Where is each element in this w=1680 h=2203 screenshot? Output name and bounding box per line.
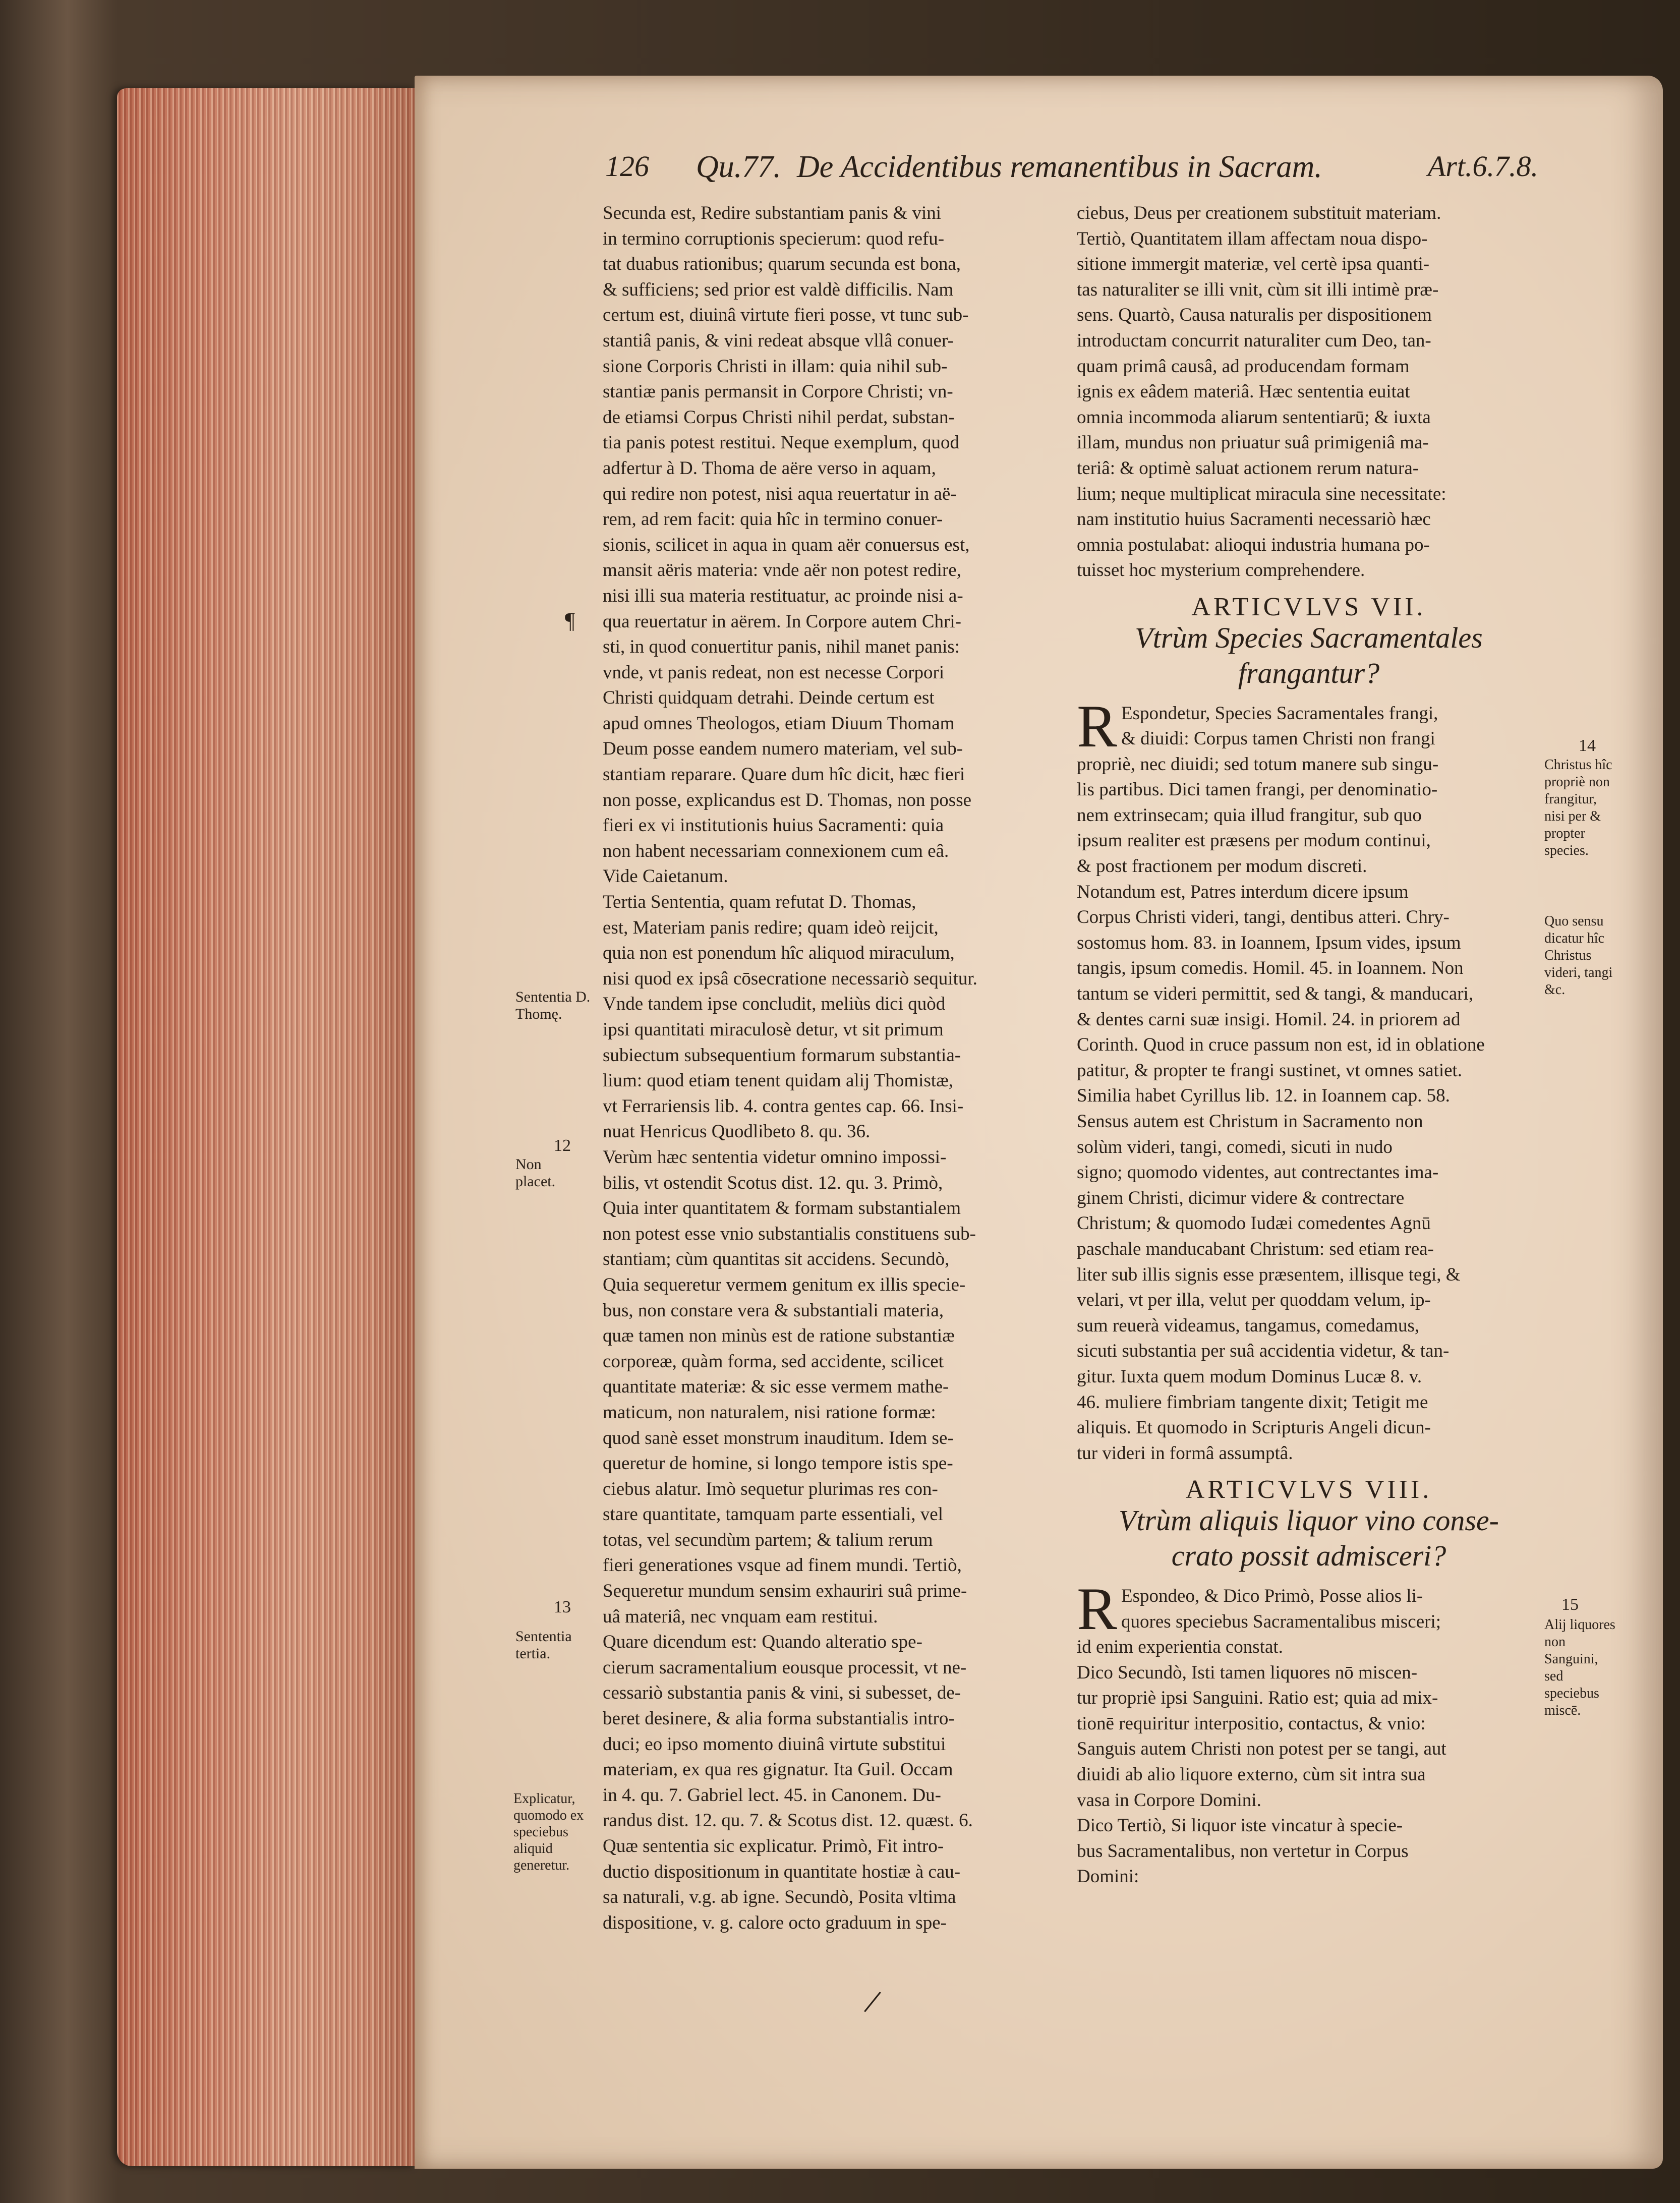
left-column-line: randus dist. 12. qu. 7. & Scotus dist. 12. quæst. 6. (603, 1810, 973, 1831)
article-8-line: tur propriè ipsi Sanguini. Ratio est; quia ad mix- (1077, 1688, 1438, 1709)
question-number: Qu.77. (696, 150, 781, 184)
right-column-line: sitione immergit materiæ, vel certè ipsa quanti- (1077, 254, 1430, 275)
article-8-line: diuidi ab alio liquore externo, cùm sit intra sua (1077, 1764, 1426, 1785)
left-column-line: & sufficiens; sed prior est valdè difficilis. Nam (603, 279, 954, 300)
left-column-line: ductio dispositionum in quantitate hostiæ à cau- (603, 1861, 961, 1882)
article-7-line: sum reuerà videamus, tangamus, comedamus, (1077, 1315, 1420, 1336)
left-column-line: uâ materiâ, nec vnquam eam restitui. (603, 1606, 878, 1627)
article-7-line: Corinth. Quod in cruce passum non est, id in oblatione (1077, 1034, 1485, 1056)
left-column-line: queretur de homine, si longo tempore istis spe- (603, 1453, 953, 1474)
article-7-line: Similia habet Cyrillus lib. 12. in Ioannem cap. 58. (1077, 1085, 1450, 1107)
left-column-line: nuat Henricus Quodlibeto 8. qu. 36. (603, 1121, 871, 1142)
left-column-line: stare quantitate, tamquam parte essentiali, vel (603, 1504, 943, 1525)
page-block-fore-edge (117, 88, 415, 2166)
left-column-line: bus, non constare vera & substantiali materia, (603, 1300, 944, 1321)
left-column-line: quod sanè esset monstrum inauditum. Idem se- (603, 1427, 954, 1448)
right-column-line: quam primâ causâ, ad producendam formam (1077, 356, 1410, 377)
left-column-line: est, Materiam panis redire; quam ideò reijcit, (603, 917, 939, 938)
left-column-line: quantitate materiæ: & sic esse vermem mathe- (603, 1376, 949, 1398)
article-8-line: bus Sacramentalibus, non vertetur in Corpus (1077, 1840, 1409, 1862)
article-7-line: propriè, nec diuidi; sed totum manere sub singu- (1077, 753, 1439, 775)
article-7-line: aliquis. Et quomodo in Scripturis Angeli dicun- (1077, 1417, 1431, 1438)
article-7-line: ginem Christi, dicimur videre & contrectare (1077, 1187, 1405, 1208)
article-8-line: tionē requiritur interpositio, contactus, & vnio: (1077, 1713, 1426, 1734)
left-column-line: tat duabus rationibus; quarum secunda est bona, (603, 254, 961, 275)
margin-note-number-14: 14 (1579, 736, 1596, 755)
left-column-line: totas, vel secundùm partem; & talium rerum (603, 1529, 933, 1550)
right-column-line: ignis ex eâdem materiâ. Hæc sententia euitat (1077, 381, 1410, 402)
article-7-heading: ARTICVLVS VII. (1191, 592, 1426, 621)
article-7-line: 46. muliere fimbriam tangente dixit; Tetigit me (1077, 1392, 1428, 1413)
left-column-line: Quia sequeretur vermem genitum ex illis specie- (603, 1274, 966, 1295)
margin-note-sententia-tertia: Sententia tertia. (515, 1628, 572, 1662)
left-column-line: cessariò substantia panis & vini, si subesset, de- (603, 1683, 961, 1704)
left-column-line: subiectum subsequentium formarum substantia- (603, 1045, 961, 1066)
left-column-line: sti, in quod conuertitur panis, nihil manet panis: (603, 636, 960, 658)
right-column-line: tas naturaliter se illi vnit, cùm sit illi intimè præ- (1077, 279, 1439, 300)
margin-note-explicatur: Explicatur, quomodo ex speciebus aliquid generetur. (513, 1791, 584, 1873)
left-column-line: stantiam reparare. Quare dum hîc dicit, hæc fieri (603, 764, 965, 785)
article-7-line: tur videri in formâ assumptâ. (1077, 1442, 1293, 1464)
left-column-line: ipsi quantitati miraculosè detur, vt sit primum (603, 1019, 944, 1040)
left-column-line: materiam, ex qua res gignatur. Ita Guil. Occam (603, 1759, 953, 1780)
article-8-question-line-2: crato possit admisceri? (1171, 1539, 1446, 1572)
article-7-body (1077, 692, 1541, 1467)
left-column-line: qui redire non potest, nisi aqua reuertatur in aë- (603, 483, 957, 504)
margin-note-number-15: 15 (1561, 1595, 1579, 1614)
left-column-line: non habent necessariam connexionem cum eâ. (603, 840, 949, 861)
left-column-line: sa naturali, v.g. ab igne. Secundò, Posita vltima (603, 1887, 956, 1908)
article-7-line: Corpus Christi videri, tangi, dentibus atteri. Chry- (1077, 907, 1450, 928)
margin-note-christus-frangitur: Christus hîc propriè non frangitur, nisi per & propter species. (1544, 757, 1612, 858)
article-7-question-line-1: Vtrùm Species Sacramentales (1135, 621, 1483, 654)
article-7-line: tangis, ipsum comedis. Homil. 45. in Ioannem. Non (1077, 958, 1464, 979)
left-column-line: fieri ex vi institutionis huius Sacramenti: quia (603, 815, 944, 836)
left-column-line: Secunda est, Redire substantiam panis & vini (603, 203, 942, 223)
right-column-line: introductam concurrit naturaliter cum Deo, tan- (1077, 330, 1431, 351)
pilcrow-mark: ¶ (565, 608, 575, 633)
running-head (605, 149, 1538, 190)
right-column-line: nam institutio huius Sacramenti necessariò hæc (1077, 509, 1431, 530)
article-7-line: patitur, & propter te frangi sustinet, vt omnes satiet. (1077, 1060, 1463, 1081)
article-7-line: Notandum est, Patres interdum dicere ipsum (1077, 881, 1409, 902)
left-column-line: de etiamsi Corpus Christi nihil perdat, substan- (603, 407, 955, 428)
article-7-initial: R (1077, 692, 1118, 760)
left-column-line: beret desinere, & alia forma substantialis intro- (603, 1708, 955, 1729)
left-column-line: bilis, vt ostendit Scotus dist. 12. qu. 3. Primò, (603, 1172, 943, 1193)
article-8-lines (1077, 1575, 1541, 1890)
page-number: 126 (605, 150, 649, 183)
article-7-lines (1077, 692, 1541, 1467)
left-column-line: in 4. qu. 7. Gabriel lect. 45. in Canonem. Du- (603, 1784, 942, 1806)
article-7-line: liter sub illis signis esse præsentem, illisque tegi, & (1077, 1264, 1461, 1285)
article-8-line: Dico Tertiò, Si liquor iste vincatur à specie- (1077, 1815, 1403, 1836)
left-column-line: Verùm hæc sententia videtur omnino impossi- (603, 1146, 947, 1168)
right-column-line: lium; neque multiplicat miracula sine necessitate: (1077, 483, 1446, 504)
left-column-line: lium: quod etiam tenent quidam alij Thomistæ, (603, 1070, 954, 1091)
left-column-line: in termino corruptionis specierum: quod refu- (603, 228, 945, 249)
article-7-line: tantum se videri permittit, sed & tangi, & manducari, (1077, 983, 1474, 1005)
left-text-column (603, 201, 1072, 1936)
article-7-line: solùm videri, tangi, comedi, sicuti in nudo (1077, 1136, 1393, 1157)
left-column-line: adfertur à D. Thoma de aëre verso in aquam, (603, 457, 936, 479)
article-8-question-line-1: Vtrùm aliquis liquor vino conse- (1119, 1503, 1499, 1537)
article-8-initial: R (1077, 1575, 1118, 1642)
left-column-line: ciebus alatur. Imò sequetur plurimas res con- (603, 1478, 938, 1499)
article-7-line: paschale manducabant Christum: sed etiam rea- (1077, 1238, 1434, 1259)
left-column-line: Deum posse eandem numero materiam, vel sub- (603, 738, 963, 760)
left-column-line: quæ tamen non minùs est de ratione substantiæ (603, 1325, 955, 1347)
margin-note-non-placet: Non placet. (515, 1156, 556, 1190)
left-column-line: stantiâ panis, & vini redeat absque vllâ conuer- (603, 330, 954, 351)
left-column-line: apud omnes Theologos, etiam Diuum Thomam (603, 713, 955, 734)
left-column-line: duci; eo ipso momento diuinâ virtute substitui (603, 1733, 946, 1755)
right-column-line: omnia postulabat: alioqui industria humana po- (1077, 534, 1430, 555)
right-column-line: omnia incommoda aliarum sententiarū; & iuxta (1077, 407, 1431, 428)
left-column-line: corporeæ, quàm forma, sed accidente, scilicet (603, 1351, 944, 1372)
left-column-line: non potest esse vnio substantialis constituens sub- (603, 1223, 976, 1244)
article-8-line: Sanguis autem Christi non potest per se tangi, aut (1077, 1738, 1446, 1760)
right-column-continuation (1077, 201, 1541, 584)
article-7-line: Christum; & quomodo Iudæi comedentes Agnū (1077, 1213, 1431, 1234)
article-7-line: lis partibus. Dici tamen frangi, per denominatio- (1077, 779, 1438, 800)
margin-note-number-13: 13 (554, 1598, 571, 1616)
left-column-line: stantiam; cùm quantitas sit accidens. Secundò, (603, 1249, 950, 1270)
left-column-line: sione Corporis Christi in illam: quia nihil sub- (603, 356, 948, 377)
article-8-line: vasa in Corpore Domini. (1077, 1789, 1261, 1811)
right-column-line: teriâ: & optimè saluat actionem rerum natura- (1077, 457, 1419, 479)
article-7-line: signo; quomodo videntes, aut contrectantes ima- (1077, 1162, 1439, 1183)
article-7-line: sicuti substantia per suâ accidentia videtur, & tan- (1077, 1341, 1450, 1362)
article-7-question-line-2: frangantur? (1238, 656, 1380, 689)
left-column-line: rem, ad rem facit: quia hîc in termino conuer- (603, 509, 943, 530)
left-column-line: stantiæ panis permansit in Corpore Christi; vn- (603, 381, 953, 402)
left-column-line: Tertia Sententia, quam refutat D. Thomas, (603, 892, 916, 913)
left-column-line: Vnde tandem ipse concludit, meliùs dici quòd (603, 994, 946, 1015)
right-column-line: tuisset hoc mysterium comprehendere. (1077, 560, 1365, 581)
article-8-line: Domini: (1077, 1866, 1139, 1887)
left-column-line: vnde, vt panis redeat, non est necesse Corpori (603, 662, 945, 683)
article-7-line: & diuidi: Corpus tamen Christi non frangi (1121, 728, 1435, 749)
left-column-line: non posse, explicandus est D. Thomas, non posse (603, 789, 972, 810)
left-column-line: qua reuertatur in aërem. In Corpore autem Chri- (603, 611, 961, 632)
article-7-line: Sensus autem est Christum in Sacramento non (1077, 1111, 1423, 1132)
right-column-line: illam, mundus non priuatur suâ primigeniâ ma- (1077, 432, 1429, 453)
left-column-line: vt Ferrariensis lib. 4. contra gentes cap. 66. Insi- (603, 1095, 964, 1117)
left-column-line: mansit aëris materia: vnde aër non potest redire, (603, 560, 961, 581)
article-7-line: ipsum realiter est præsens per modum continui, (1077, 830, 1431, 851)
article-8-body (1077, 1575, 1541, 1890)
left-column-line: cierum sacramentalium eousque processit, vt ne- (603, 1657, 967, 1678)
left-column-line: Vide Caietanum. (603, 866, 728, 887)
left-column-line: nisi illi sua materia restituatur, ac proinde nisi a- (603, 585, 963, 606)
left-column-line: Christi quidquam detrahi. Deinde certum est (603, 687, 935, 709)
left-column-line: Quare dicendum est: Quando alteratio spe- (603, 1632, 922, 1653)
right-column-line: sens. Quartò, Causa naturalis per dispositionem (1077, 305, 1432, 326)
article-7-line: gitur. Iuxta quem modum Dominus Lucæ 8. v. (1077, 1366, 1422, 1387)
margin-note-quo-sensu: Quo sensu dicatur hîc Christus videri, tangi &c. (1544, 913, 1613, 998)
left-column-line: nisi quod ex ipsâ cōsecratione necessariò sequitur. (603, 968, 977, 989)
right-text-column (1077, 201, 1541, 1890)
left-column-line: Sequeretur mundum sensim exhauriri suâ prime- (603, 1581, 967, 1602)
left-column-line: fieri generationes vsque ad finem mundi. Tertiò, (603, 1555, 962, 1576)
left-column-line: certum est, diuinâ virtute fieri posse, vt tunc sub- (603, 305, 969, 326)
ink-mark: / (861, 1982, 884, 2022)
right-column-line: ciebus, Deus per creationem substituit materiam. (1077, 203, 1441, 223)
left-column-line: tia panis potest restitui. Neque exemplum, quod (603, 432, 959, 453)
article-7-line: sostomus hom. 83. in Ioannem, Ipsum vides, ipsum (1077, 932, 1461, 953)
left-column-line: maticum, non naturalem, nisi ratione formæ: (603, 1402, 936, 1423)
article-7-line: velari, vt per illa, velut per quoddam velum, ip- (1077, 1290, 1431, 1311)
left-column-line: Quæ sententia sic explicatur. Primò, Fit intro- (603, 1836, 944, 1857)
article-range: Art.6.7.8. (1427, 150, 1538, 183)
article-7-line: nem extrinsecam; quia illud frangitur, sub quo (1077, 804, 1422, 826)
margin-note-number-12: 12 (554, 1136, 571, 1155)
article-8-line: Dico Secundò, Isti tamen liquores nō miscen- (1077, 1662, 1418, 1683)
article-8-line: id enim experientia constat. (1077, 1637, 1283, 1658)
article-8-line: Espondeo, & Dico Primò, Posse alios li- (1121, 1585, 1423, 1606)
article-7-line: & dentes carni suæ insigi. Homil. 24. in priorem ad (1077, 1009, 1461, 1030)
left-column-line: Quia inter quantitatem & formam substantialem (603, 1198, 961, 1219)
margin-note-alij-liquores: Alij liquores non Sanguini, sed speciebus miscē. (1544, 1617, 1615, 1718)
article-8-line: quores speciebus Sacramentalibus misceri; (1121, 1611, 1441, 1632)
article-8-heading: ARTICVLVS VIII. (1185, 1475, 1432, 1504)
running-title: De Accidentibus remanentibus in Sacram. (797, 150, 1322, 184)
left-column-line: dispositione, v. g. calore octo graduum in spe- (603, 1912, 947, 1933)
right-column-line: Tertiò, Quantitatem illam affectam noua dispo- (1077, 228, 1428, 249)
margin-note-sententia-thomae: Sententia D. Thomę. (515, 989, 591, 1022)
article-7-line: Espondetur, Species Sacramentales frangi, (1121, 703, 1438, 724)
article-7-line: & post fractionem per modum discreti. (1077, 856, 1367, 877)
left-column-line: quia non est ponendum hîc aliquod miraculum, (603, 943, 955, 964)
left-column-line: sionis, scilicet in aqua in quam aër conuersus est, (603, 534, 970, 555)
